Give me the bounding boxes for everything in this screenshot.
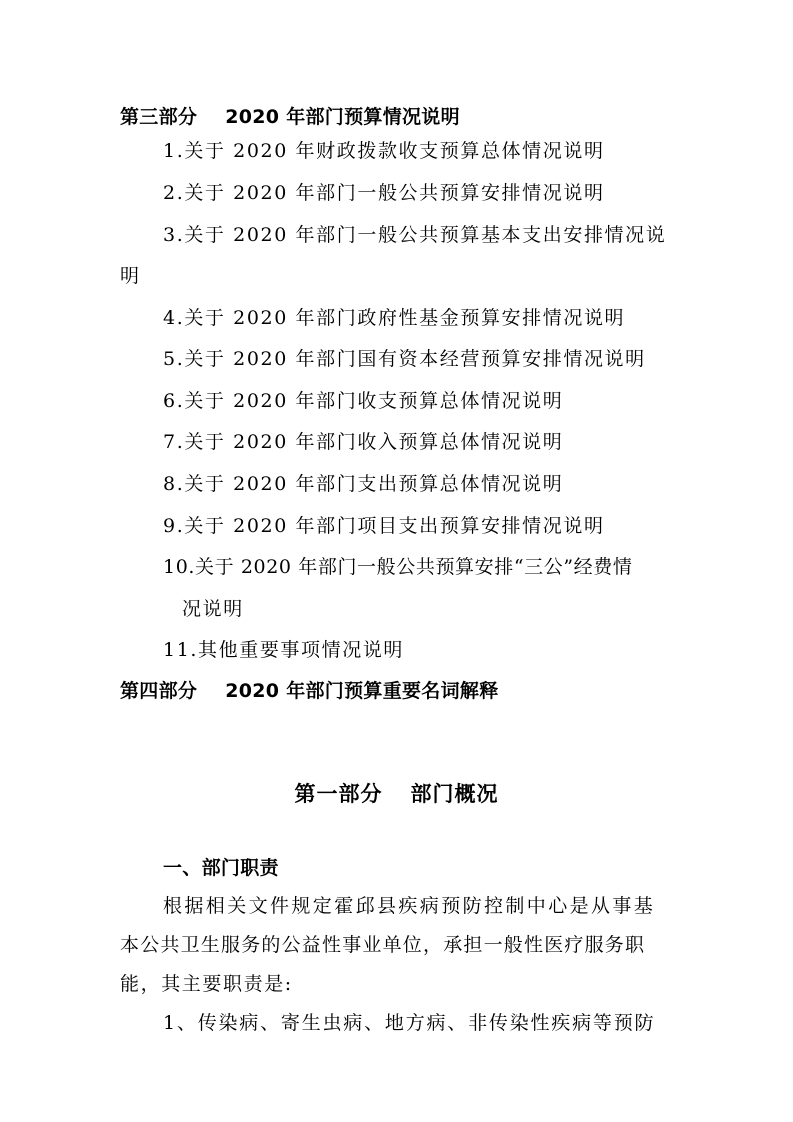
part3-label: 第三部分: [120, 106, 198, 128]
toc-item-10-continued: 况说明: [182, 598, 244, 620]
toc-item-1: 1.关于 2020 年财政拨款收支预算总体情况说明: [163, 140, 605, 162]
toc-item-3-continued: 明: [120, 265, 141, 287]
part4-heading: [120, 679, 499, 703]
part4-title: 2020 年部门预算重要名词解释: [225, 680, 499, 702]
toc-item-8: 8.关于 2020 年部门支出预算总体情况说明: [163, 473, 564, 495]
toc-item-6: 6.关于 2020 年部门收支预算总体情况说明: [163, 390, 564, 412]
part1-label: 第一部分: [294, 782, 383, 806]
body-line-1: 根据相关文件规定霍邱县疾病预防控制中心是从事基: [163, 895, 656, 917]
part1-title: 部门概况: [410, 782, 499, 806]
toc-item-4: 4.关于 2020 年部门政府性基金预算安排情况说明: [163, 307, 626, 329]
toc-item-10: 10.关于 2020 年部门一般公共预算安排“三公”经费情: [163, 556, 633, 578]
body-line-2: 本公共卫生服务的公益性事业单位，承担一般性医疗服务职: [120, 934, 646, 956]
toc-item-3: 3.关于 2020 年部门一般公共预算基本支出安排情况说: [163, 224, 667, 246]
toc-item-5: 5.关于 2020 年部门国有资本经营预算安排情况说明: [163, 348, 646, 370]
toc-item-2: 2.关于 2020 年部门一般公共预算安排情况说明: [163, 182, 605, 204]
part1-heading: [0, 782, 793, 806]
toc-item-7: 7.关于 2020 年部门收入预算总体情况说明: [163, 431, 564, 453]
toc-item-9: 9.关于 2020 年部门项目支出预算安排情况说明: [163, 515, 605, 537]
toc-item-11: 11.其他重要事项情况说明: [163, 639, 405, 661]
part4-label: 第四部分: [120, 680, 198, 702]
body-line-4: 1、传染病、寄生虫病、地方病、非传染性疾病等预防: [163, 1012, 656, 1034]
section1-heading: 一、部门职责: [163, 857, 279, 879]
body-line-3: 能，其主要职责是:: [120, 973, 293, 995]
part3-title: 2020 年部门预算情况说明: [225, 106, 460, 128]
part3-heading: [120, 105, 460, 129]
